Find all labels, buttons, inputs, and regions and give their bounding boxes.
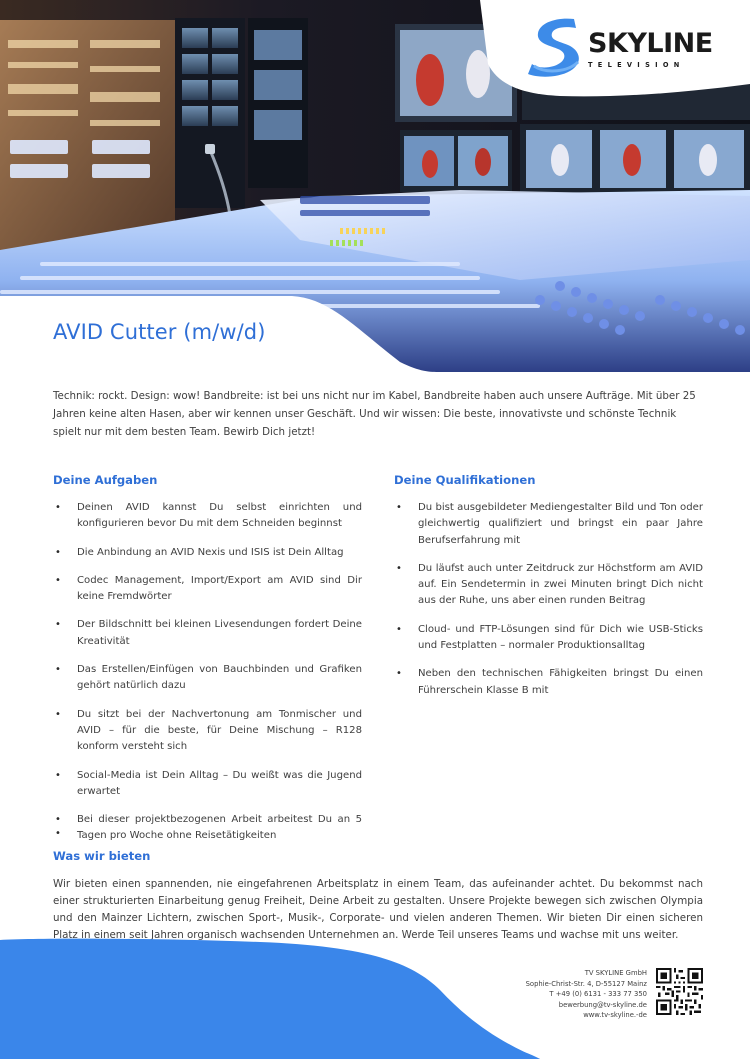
tasks-list (55, 500, 362, 845)
task-item: • Deinen AVID kannst Du selbst einrichten und konfigurieren bevor Du mit dem Schneiden beginnst (55, 500, 362, 533)
skyline-s-logo-icon (528, 16, 588, 78)
task-item: • Die Anbindung an AVID Nexis und ISIS ist Dein Alltag (55, 545, 362, 561)
qualification-item: • Du bist ausgebildeter Mediengestalter Bild und Ton oder gleichwertig qualifiziert und bringst ein paar Jahre Berufserfahrung mit (396, 500, 703, 549)
qualification-item: • Cloud- und FTP-Lösungen sind für Dich wie USB-Sticks und Festplatten – normaler Produktionsalltag (396, 622, 703, 655)
task-item: • Social-Media ist Dein Alltag – Du weißt was die Jugend erwartet (55, 768, 362, 801)
company-email[interactable]: bewerbung@tv-skyline.de (558, 1000, 647, 1009)
intro-paragraph: Technik: rockt. Design: wow! Bandbreite: ist bei uns nicht nur im Kabel, Bandbreite haben auch unsere Aufträge. Mit über 25 Jahren keine alten Hasen, aber wir kennen unser Geschäft. Und wir wissen: Die beste, innovativste und schönste Technik spielt nur mit dem besten Team. Bewirb Dich jetzt! (53, 390, 696, 438)
logo-wordmark: SKYLINE (588, 28, 713, 59)
company-address: Sophie-Christ-Str. 4, D-55127 Mainz (525, 979, 647, 988)
qualifications-heading: Deine Qualifikationen (394, 473, 536, 487)
tasks-heading: Deine Aufgaben (53, 473, 158, 487)
task-item: • Der Bildschnitt bei kleinen Livesendungen fordert Deine Kreativität (55, 617, 362, 650)
offer-paragraph: Wir bieten einen spannenden, nie eingefahrenen Arbeitsplatz in einem Team, das aufeinander achtet. Du bekommst nach einer strukturierten Einarbeitung genug Freiheit, Deine Arbeit zu gestalten. Unsere Projekte bewegen sich zwischen Olympia und den Mainzer Lichtern, zwischen Sport-, Musik-, Corporate- und vielen anderen Themen. Wir bieten Dir einen sicheren Platz in einem seit Jahren organisch wachsenden Unternehmen an. Werde Teil unseres Teams und wachse mit uns weiter. (53, 878, 703, 941)
job-title: AVID Cutter (m/w/d) (53, 320, 266, 344)
qualification-item: • Neben den technischen Fähigkeiten bringst Du einen Führerschein Klasse B mit (396, 666, 703, 699)
logo-subline: TELEVISION (588, 61, 685, 69)
company-website[interactable]: www.tv-skyline.-de (583, 1011, 647, 1020)
task-item: • Das Erstellen/Einfügen von Bauchbinden und Grafiken gehört natürlich dazu (55, 662, 362, 695)
task-item: • Bei dieser projektbezogenen Arbeit arbeitest Du an 5 Tagen pro Woche ohne Reisetätigkeiten (55, 812, 362, 845)
qualification-item: • Du läufst auch unter Zeitdruck zur Höchstform am AVID auf. Ein Sendetermin in zwei Minuten bringt Dich nicht aus der Ruhe, uns aber einen runden Beitrag (396, 561, 703, 610)
contact-block (526, 968, 647, 1021)
empty-bullet: • (55, 828, 61, 839)
task-item: • Du sitzt bei der Nachvertonung am Tonmischer und AVID – für die beste, für Deine Mischung – R128 konform versteht sich (55, 707, 362, 756)
qualifications-list (396, 500, 703, 699)
qr-code-icon[interactable] (656, 968, 703, 1015)
company-phone: T +49 (0) 6131 - 333 77 350 (549, 990, 647, 999)
task-item: • Codec Management, Import/Export am AVID sind Dir keine Fremdwörter (55, 573, 362, 606)
offer-heading: Was wir bieten (53, 849, 151, 863)
company-name: TV SKYLINE GmbH (584, 969, 647, 977)
skyline-television-logo (528, 16, 713, 78)
